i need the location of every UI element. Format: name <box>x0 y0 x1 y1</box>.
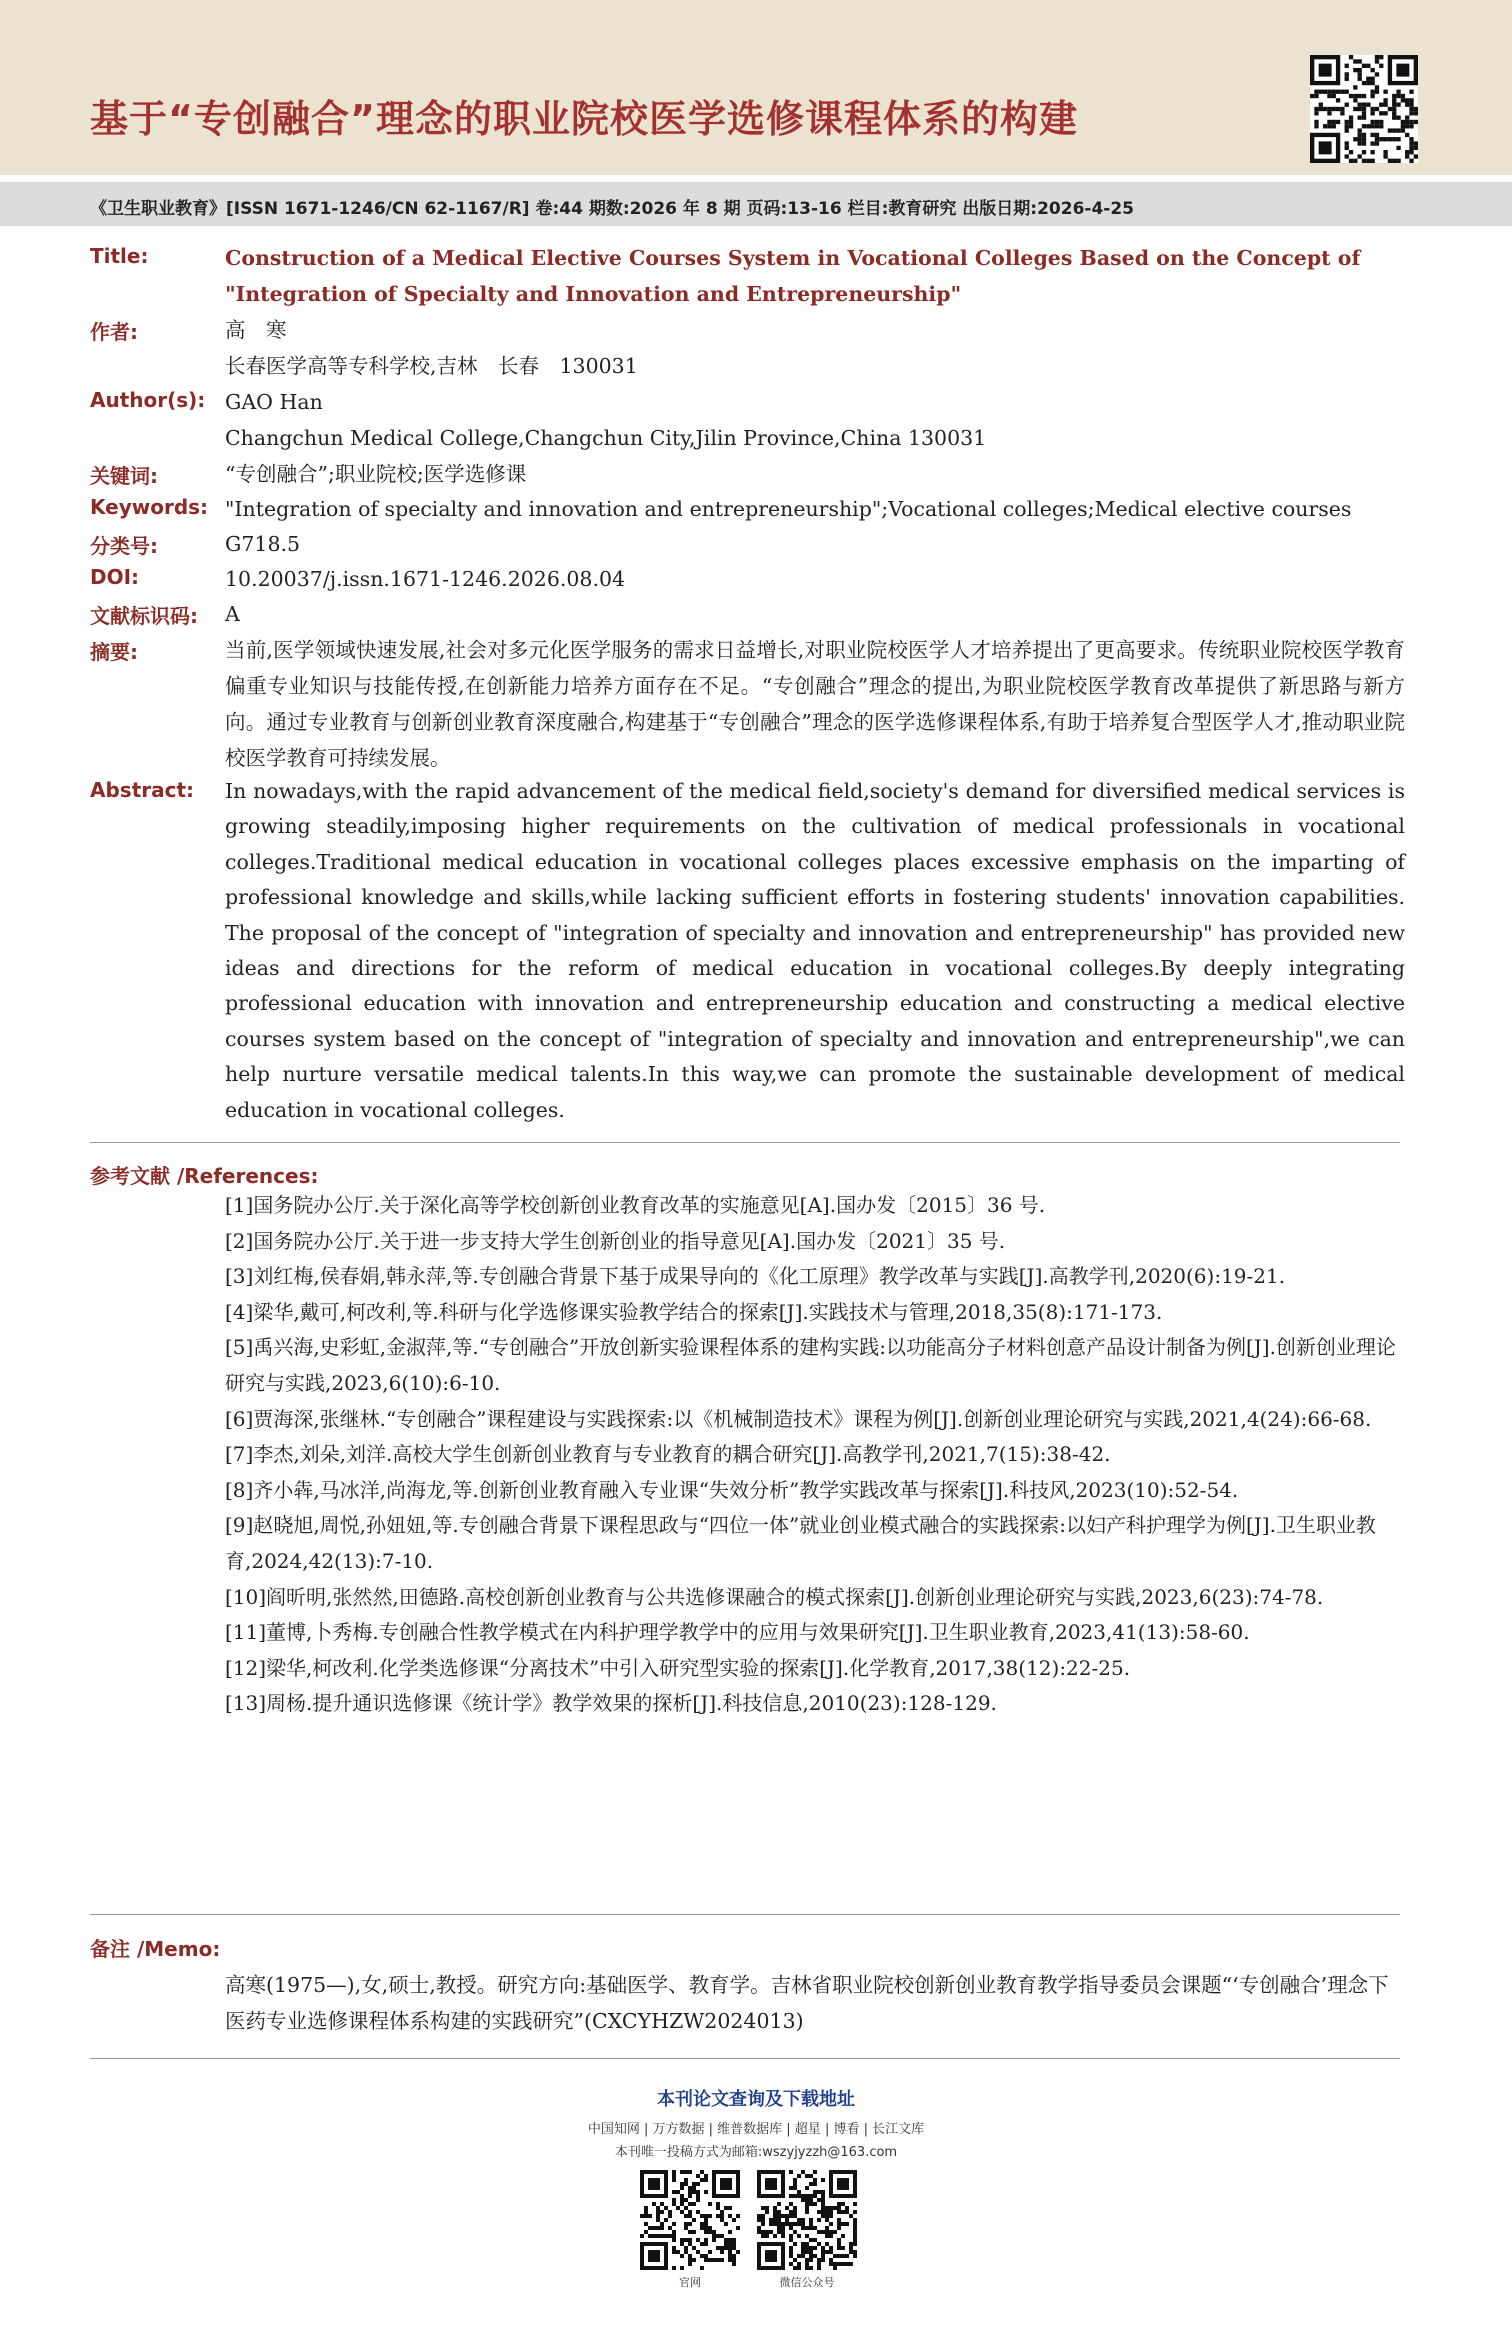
website-qr-caption: 官网 <box>679 2276 701 2289</box>
classification-value: G718.5 <box>225 532 301 556</box>
reference-item: [11]董博,卜秀梅.专创融合性教学模式在内科护理学教学中的应用与效果研究[J].卫生职业教育,2023,41(13):58-60. <box>225 1620 1250 1645</box>
keywords-cn-label: 关键词: <box>90 464 158 488</box>
website-qr-code-icon <box>640 2170 740 2270</box>
doc-id-label: 文献标识码: <box>90 604 198 628</box>
memo-label: 备注 /Memo: <box>90 1937 221 1961</box>
title-label: Title: <box>90 244 149 268</box>
reference-item: [7]李杰,刘朵,刘洋.高校大学生创新创业教育与专业教育的耦合研究[J].高教学刊,2021,7(15):38-42. <box>225 1442 1111 1467</box>
references-list <box>225 1188 1405 1722</box>
abstract-en-label: Abstract: <box>90 778 195 802</box>
reference-item: [9]赵晓旭,周悦,孙妞妞,等.专创融合背景下课程思政与“四位一体”就业创业模式融合的实践探索:以妇产科护理学为例[J].卫生职业教育,2024,42(13):7-10. <box>225 1513 1376 1573</box>
footer-title: 本刊论文查询及下载地址 <box>657 2089 855 2110</box>
author-cn-label: 作者: <box>90 320 138 344</box>
wechat-qr-code-icon <box>757 2170 857 2270</box>
abstract-cn: 当前,医学领域快速发展,社会对多元化医学服务的需求日益增长,对职业院校医学人才培养提出了更高要求。传统职业院校医学教育偏重专业知识与技能传授,在创新能力培养方面存在不足。“专创融合”理念的提出,为职业院校医学教育改革提供了新思路与新方向。通过专业教育与创新创业教育深度融合,构建基于“专创融合”理念的医学选修课程体系,有助于培养复合型医学人才,推动职业院校医学教育可持续发展。 <box>225 638 1405 770</box>
divider-footer <box>90 2058 1400 2059</box>
english-title: Construction of a Medical Elective Courses System in Vocational Colleges Based on the Concept of "Integration of Specialty and Innovation and Entrepreneurship" <box>225 246 1361 306</box>
reference-item: [8]齐小犇,马冰洋,尚海龙,等.创新创业教育融入专业课“失效分析”教学实践改革与探索[J].科技风,2023(10):52-54. <box>225 1477 1239 1502</box>
keywords-cn: “专创融合”;职业院校;医学选修课 <box>225 462 527 486</box>
reference-item: [5]禹兴海,史彩虹,金淑萍,等.“专创融合”开放创新实验课程体系的建构实践:以功能高分子材料创意产品设计制备为例[J].创新创业理论研究与实践,2023,6(10):6-10. <box>225 1335 1396 1395</box>
reference-item: [1]国务院办公厅.关于深化高等学校创新创业教育改革的实施意见[A].国办发〔2015〕36 号. <box>225 1193 1046 1217</box>
citation-meta: 《卫生职业教育》[ISSN 1671-1246/CN 62-1167/R] 卷:44 期数:2026 年 8 期 页码:13-16 栏目:教育研究 出版日期:2026-4-25 <box>90 199 1134 219</box>
doi-label: DOI: <box>90 565 140 589</box>
divider-memo <box>90 1914 1400 1915</box>
references-label: 参考文献 /References: <box>90 1164 319 1188</box>
author-cn-affiliation: 长春医学高等专科学校,吉林 长春 130031 <box>225 354 638 378</box>
author-cn-name: 高 寒 <box>225 318 287 342</box>
abstract-cn-label: 摘要: <box>90 640 138 664</box>
reference-item: [4]梁华,戴可,柯改利,等.科研与化学选修课实验教学结合的探索[J].实践技术与管理,2018,35(8):171-173. <box>225 1299 1163 1324</box>
author-en-label: Author(s): <box>90 388 206 412</box>
page-title: 基于“专创融合”理念的职业院校医学选修课程体系的构建 <box>90 97 1078 141</box>
memo-text: 高寒(1975—),女,硕士,教授。研究方向:基础医学、教育学。吉林省职业院校创新创业教育教学指导委员会课题“‘专创融合’理念下医药专业选修课程体系构建的实践研究”(CXCYHZW2024013) <box>225 1973 1389 2033</box>
author-en-name: GAO Han <box>225 390 323 414</box>
doc-id-value: A <box>225 602 240 626</box>
keywords-en-label: Keywords: <box>90 495 209 519</box>
reference-item: [13]周杨.提升通识选修课《统计学》教学效果的探析[J].科技信息,2010(23):128-129. <box>225 1691 997 1716</box>
qr-code-icon <box>1310 55 1418 163</box>
database-links[interactable]: 中国知网 | 万方数据 | 维普数据库 | 超星 | 博看 | 长江文库 <box>587 2122 925 2137</box>
author-en-affiliation: Changchun Medical College,Changchun City,Jilin Province,China 130031 <box>225 426 987 450</box>
abstract-en: In nowadays,with the rapid advancement of the medical field,society's demand for diversified medical services is growing steadily,imposing higher requirements on the cultivation of medical professionals in vocational colleges.Traditional medical education in vocational colleges places excessive emphasis on the imparting of professional knowledge and skills,while lacking sufficient efforts in fostering students' innovation capabilities. The proposal of the concept of "integration of specialty and innovation and entrepreneurship" has provided new ideas and directions for the reform of medical education in vocational colleges.By deeply integrating professional education with innovation and entrepreneurship education and constructing a medical elective courses system based on the concept of "integration of specialty and innovation and entrepreneurship",we can help nurture versatile medical talents.In this way,we can promote the sustainable development of medical education in vocational colleges. <box>225 779 1405 1122</box>
reference-item: [3]刘红梅,侯春娟,韩永萍,等.专创融合背景下基于成果导向的《化工原理》教学改革与实践[J].高教学刊,2020(6):19-21. <box>225 1264 1286 1289</box>
reference-item: [6]贾海深,张继林.“专创融合”课程建设与实践探索:以《机械制造技术》课程为例[J].创新创业理论研究与实践,2021,4(24):66-68. <box>225 1406 1372 1431</box>
divider-references <box>90 1142 1400 1143</box>
classification-label: 分类号: <box>90 534 158 558</box>
wechat-qr-caption: 微信公众号 <box>779 2276 835 2289</box>
keywords-en: "Integration of specialty and innovation and entrepreneurship";Vocational colleges;Medical elective courses <box>225 497 1352 521</box>
reference-item: [2]国务院办公厅.关于进一步支持大学生创新创业的指导意见[A].国办发〔2021〕35 号. <box>225 1228 1006 1253</box>
reference-item: [12]梁华,柯改利.化学类选修课“分离技术”中引入研究型实验的探索[J].化学教育,2017,38(12):22-25. <box>225 1655 1131 1680</box>
doi-value: 10.20037/j.issn.1671-1246.2026.08.04 <box>225 567 626 591</box>
submission-email[interactable]: 本刊唯一投稿方式为邮箱:wszyjyzzh@163.com <box>614 2145 898 2160</box>
reference-item: [10]阎昕明,张然然,田德路.高校创新创业教育与公共选修课融合的模式探索[J].创新创业理论研究与实践,2023,6(23):74-78. <box>225 1584 1324 1609</box>
